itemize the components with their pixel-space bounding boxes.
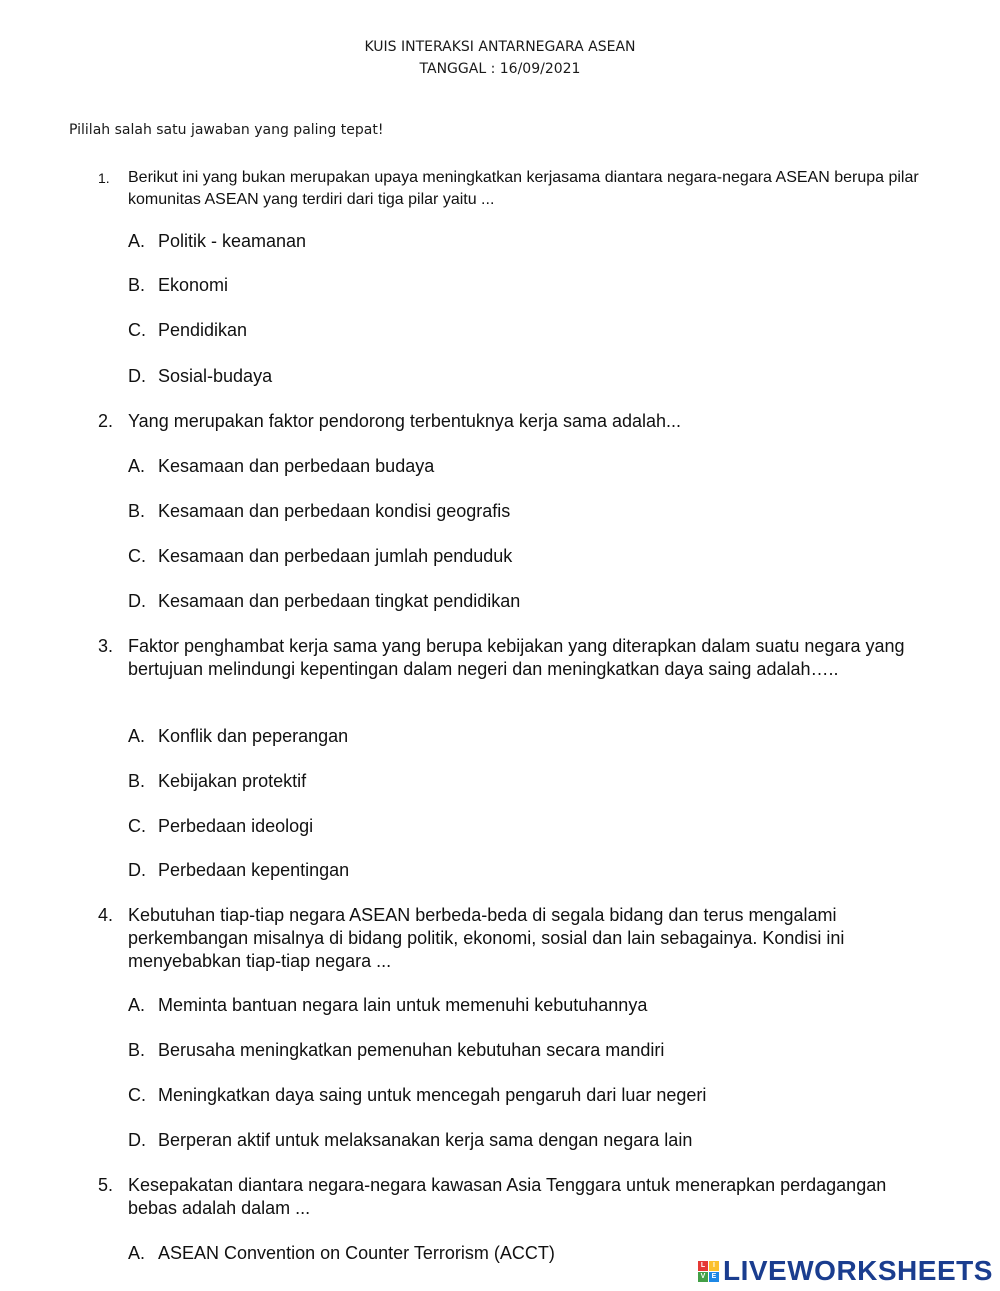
document-header [0, 36, 1000, 80]
option-letter: A. [128, 726, 146, 746]
question-4 [98, 904, 938, 973]
option-2c[interactable] [128, 545, 512, 568]
option-text: Kesamaan dan perbedaan budaya [158, 456, 435, 476]
logo-block: L [698, 1261, 708, 1271]
option-letter: C. [128, 816, 146, 836]
option-letter: D. [128, 1130, 146, 1150]
quiz-date: TANGGAL : 16/09/2021 [419, 61, 581, 77]
option-letter: B. [128, 501, 146, 521]
option-text: Meningkatkan daya saing untuk mencegah pengaruh dari luar negeri [158, 1085, 707, 1105]
option-text: Sosial-budaya [158, 366, 273, 386]
option-text: ASEAN Convention on Counter Terrorism (ACCT) [158, 1243, 555, 1263]
question-text: Faktor penghambat kerja sama yang berupa kebijakan yang diterapkan dalam suatu negara yang bertujuan melindungi kepentingan dalam negeri dan meningkatkan daya saing adalah….. [128, 636, 905, 679]
option-3a[interactable] [128, 725, 348, 748]
option-text: Konflik dan peperangan [158, 726, 349, 746]
option-2b[interactable] [128, 500, 510, 523]
logo-text: LIVEWORKSHEETS [723, 1255, 993, 1286]
option-letter: D. [128, 591, 146, 611]
option-5a[interactable] [128, 1242, 555, 1265]
option-2a[interactable] [128, 455, 434, 478]
question-text: Berikut ini yang bukan merupakan upaya meningkatkan kerjasama diantara negara-negara ASEAN berupa pilar komunitas ASEAN yang terdiri dari tiga pilar yaitu ... [128, 169, 919, 208]
option-letter: B. [128, 1040, 146, 1060]
option-4b[interactable] [128, 1039, 664, 1062]
option-text: Berperan aktif untuk melaksanakan kerja sama dengan negara lain [158, 1130, 693, 1150]
option-1c[interactable] [128, 319, 247, 342]
logo-blocks-icon [698, 1261, 719, 1282]
logo-block: E [709, 1272, 719, 1282]
option-3c[interactable] [128, 815, 313, 838]
option-text: Perbedaan kepentingan [158, 860, 350, 880]
option-1b[interactable] [128, 274, 228, 297]
option-letter: D. [128, 860, 146, 880]
logo-block: I [709, 1261, 719, 1271]
option-text: Perbedaan ideologi [158, 816, 314, 836]
quiz-title: KUIS INTERAKSI ANTARNEGARA ASEAN [364, 39, 636, 55]
question-text: Kesepakatan diantara negara-negara kawasan Asia Tenggara untuk menerapkan perdagangan bebas adalah dalam ... [128, 1175, 887, 1218]
option-1d[interactable] [128, 365, 272, 388]
option-3d[interactable] [128, 859, 349, 882]
question-number: 4. [98, 905, 114, 925]
option-4a[interactable] [128, 994, 647, 1017]
option-text: Politik - keamanan [158, 231, 307, 251]
option-letter: C. [128, 320, 146, 340]
option-letter: B. [128, 275, 146, 295]
option-text: Kesamaan dan perbedaan kondisi geografis [158, 501, 511, 521]
question-text: Yang merupakan faktor pendorong terbentuknya kerja sama adalah... [128, 411, 682, 431]
option-letter: A. [128, 231, 146, 251]
option-2d[interactable] [128, 590, 520, 613]
question-number: 2. [98, 411, 114, 431]
question-2 [98, 410, 938, 433]
option-1a[interactable] [128, 230, 306, 253]
option-text: Meminta bantuan negara lain untuk memenuhi kebutuhannya [158, 995, 648, 1015]
option-3b[interactable] [128, 770, 306, 793]
option-letter: D. [128, 366, 146, 386]
option-text: Kebijakan protektif [158, 771, 307, 791]
option-text: Ekonomi [158, 275, 229, 295]
option-4d[interactable] [128, 1129, 692, 1152]
question-3 [98, 635, 938, 681]
liveworksheets-logo [698, 1256, 993, 1286]
question-number: 5. [98, 1175, 114, 1195]
question-text: Kebutuhan tiap-tiap negara ASEAN berbeda-beda di segala bidang dan terus mengalami perkembangan misalnya di bidang politik, ekonomi, sosial dan lain sebagainya. Kondisi ini menyebabkan tiap-tiap negara ... [128, 905, 845, 971]
logo-block: V [698, 1272, 708, 1282]
option-text: Kesamaan dan perbedaan jumlah penduduk [158, 546, 513, 566]
option-letter: C. [128, 1085, 146, 1105]
option-text: Berusaha meningkatkan pemenuhan kebutuhan secara mandiri [158, 1040, 665, 1060]
option-text: Pendidikan [158, 320, 248, 340]
option-letter: A. [128, 1243, 146, 1263]
option-text: Kesamaan dan perbedaan tingkat pendidikan [158, 591, 521, 611]
option-letter: B. [128, 771, 146, 791]
option-letter: C. [128, 546, 146, 566]
question-1 [98, 167, 938, 211]
question-5 [98, 1174, 938, 1220]
option-4c[interactable] [128, 1084, 706, 1107]
question-number: 1. [98, 170, 110, 186]
question-number: 3. [98, 636, 114, 656]
instruction-text: Pililah salah satu jawaban yang paling tepat! [69, 122, 384, 138]
option-letter: A. [128, 456, 146, 476]
option-letter: A. [128, 995, 146, 1015]
